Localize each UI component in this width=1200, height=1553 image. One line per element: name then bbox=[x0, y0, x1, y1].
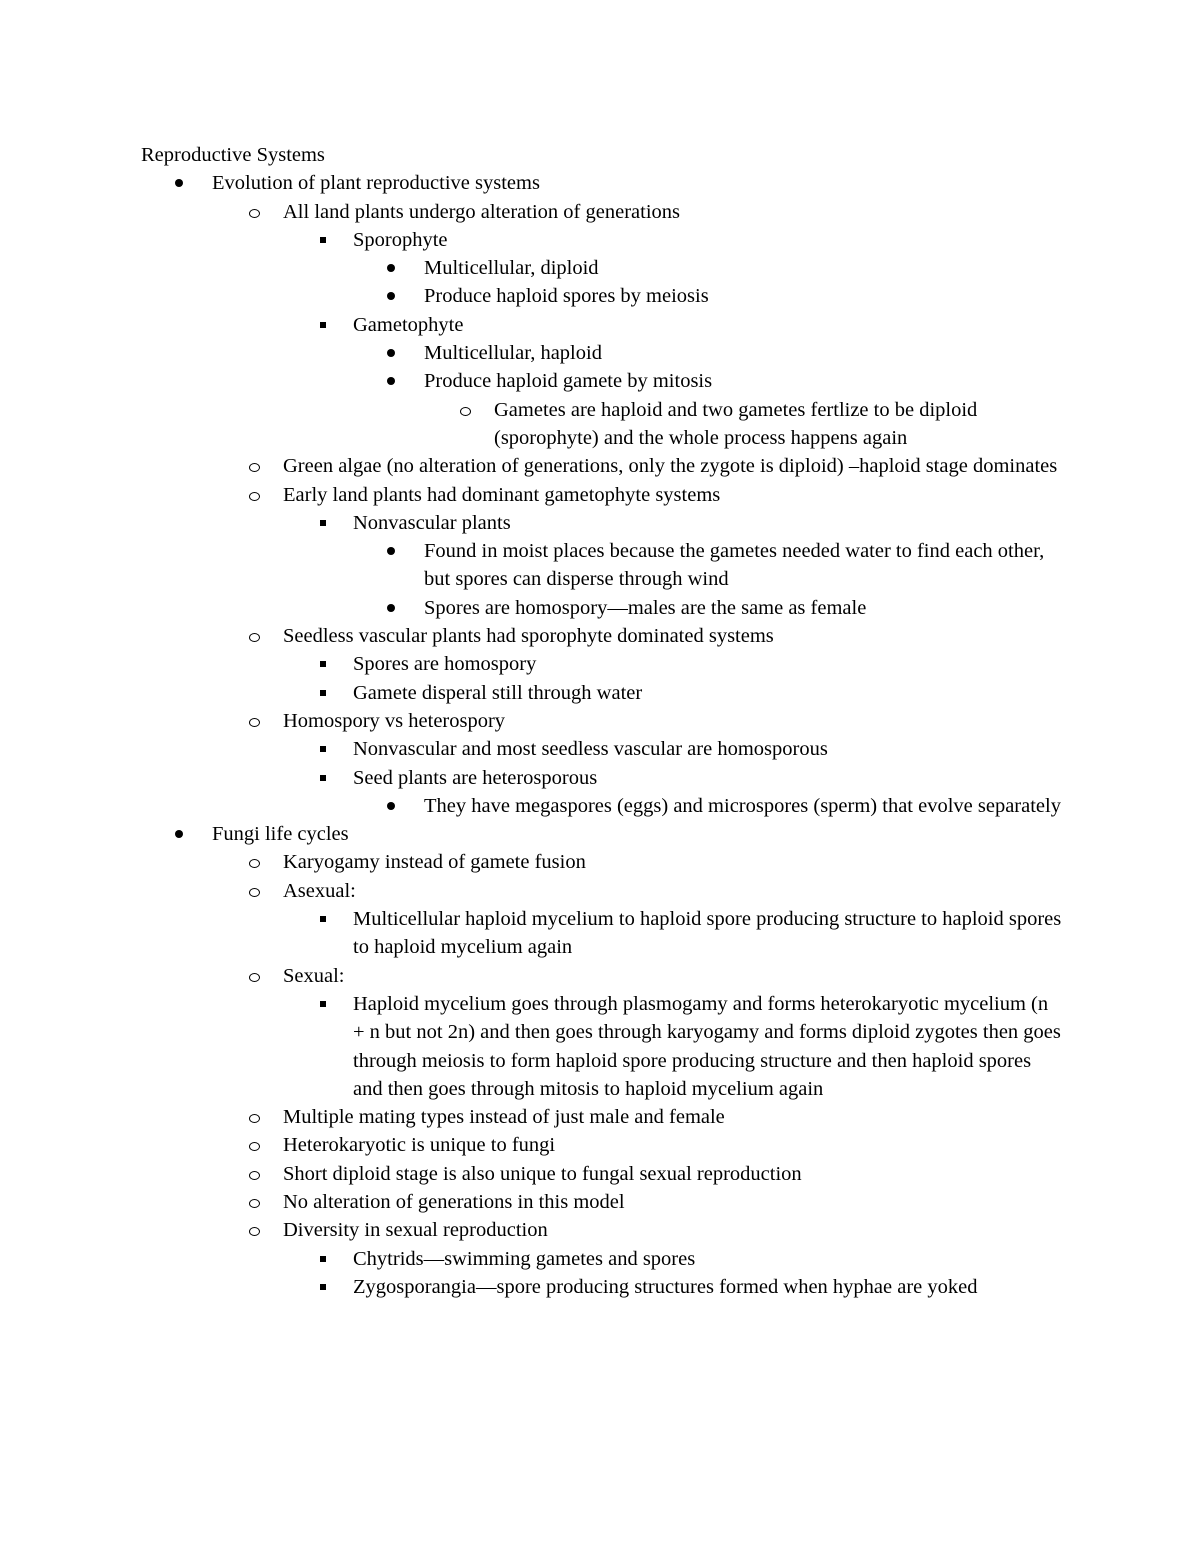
outline-item-text: Spores are homospory—males are the same as female bbox=[424, 596, 867, 619]
outline-item-text: Short diploid stage is also unique to fungal sexual reproduction bbox=[283, 1162, 802, 1185]
bullet-dot-icon bbox=[387, 292, 395, 300]
bullet-dot-icon bbox=[387, 349, 395, 357]
bullet-dot-icon bbox=[175, 830, 183, 838]
bullet-dot-icon bbox=[387, 377, 395, 385]
outline-item-level-2 bbox=[283, 1103, 1073, 1131]
outline-item-text: Early land plants had dominant gametophyte systems bbox=[283, 483, 721, 506]
outline-item-text: Multiple mating types instead of just male and female bbox=[283, 1106, 725, 1129]
outline-item-level-3 bbox=[353, 990, 1063, 1103]
outline-item-level-2 bbox=[283, 1131, 1073, 1159]
bullet-dot-icon bbox=[387, 802, 395, 810]
outline-item-level-3 bbox=[353, 650, 1063, 678]
outline-item-level-2 bbox=[283, 198, 1073, 226]
bullet-dot-icon bbox=[387, 604, 395, 612]
outline-item-text: Chytrids—swimming gametes and spores bbox=[353, 1247, 696, 1270]
outline-item-text: Gamete disperal still through water bbox=[353, 681, 643, 704]
bullet-circle-icon bbox=[249, 718, 260, 727]
outline-item-text: No alteration of generations in this model bbox=[283, 1190, 625, 1213]
outline-item-level-2 bbox=[283, 962, 1073, 990]
bullet-dot-icon bbox=[175, 179, 183, 187]
outline-item-text: Sexual: bbox=[283, 964, 345, 987]
outline-item-level-2 bbox=[283, 1216, 1073, 1244]
bullet-circle-icon bbox=[249, 463, 260, 472]
bullet-circle-icon bbox=[249, 633, 260, 642]
outline-item-text: Gametes are haploid and two gametes fertlize to be diploid (sporophyte) and the whole process happens again bbox=[494, 398, 978, 449]
outline-item-text: Homospory vs heterospory bbox=[283, 709, 506, 732]
outline-item-text: Haploid mycelium goes through plasmogamy and forms heterokaryotic mycelium (n + n but not 2n) and then goes through karyogamy and forms diploid zygotes then goes through meiosis to form haploid spore producing structure and then haploid spores and then goes through mitosis to haploid mycelium again bbox=[353, 992, 1061, 1100]
outline-item-level-2 bbox=[283, 707, 1073, 735]
outline-item-level-3 bbox=[353, 735, 1063, 763]
outline-item-text: Found in moist places because the gametes needed water to find each other, but spores can disperse through wind bbox=[424, 540, 1045, 591]
outline-item-level-4 bbox=[424, 339, 1064, 367]
outline-item-level-2 bbox=[283, 1160, 1073, 1188]
outline-item-level-4 bbox=[424, 367, 1064, 395]
outline-item-text: Nonvascular plants bbox=[353, 511, 511, 534]
outline-item-level-4 bbox=[424, 254, 1064, 282]
outline-item-level-3 bbox=[353, 679, 1063, 707]
outline-item-text: Diversity in sexual reproduction bbox=[283, 1219, 548, 1242]
bullet-dot-icon bbox=[387, 264, 395, 272]
outline-item-level-3 bbox=[353, 311, 1063, 339]
outline-item-text: Sporophyte bbox=[353, 228, 448, 251]
outline-item-text: Multicellular, haploid bbox=[424, 342, 602, 365]
bullet-square-icon bbox=[320, 1001, 326, 1007]
outline-list bbox=[0, 169, 1200, 1301]
bullet-circle-icon bbox=[460, 407, 471, 416]
bullet-square-icon bbox=[320, 916, 326, 922]
outline-item-level-2 bbox=[283, 481, 1073, 509]
outline-item-level-4 bbox=[424, 282, 1064, 310]
outline-item-level-4 bbox=[424, 792, 1064, 820]
outline-item-text: Fungi life cycles bbox=[212, 823, 349, 846]
outline-item-text: Nonvascular and most seedless vascular are homosporous bbox=[353, 738, 828, 761]
outline-item-text: Produce haploid spores by meiosis bbox=[424, 285, 709, 308]
outline-item-text: Gametophyte bbox=[353, 313, 464, 336]
outline-item-level-2 bbox=[283, 877, 1073, 905]
outline-item-level-2 bbox=[283, 848, 1073, 876]
bullet-circle-icon bbox=[249, 1114, 260, 1123]
outline-item-level-3 bbox=[353, 226, 1063, 254]
outline-item-text: Multicellular, diploid bbox=[424, 257, 599, 280]
outline-item-level-3 bbox=[353, 509, 1063, 537]
bullet-square-icon bbox=[320, 1284, 326, 1290]
outline-item-text: Evolution of plant reproductive systems bbox=[212, 172, 540, 195]
bullet-square-icon bbox=[320, 661, 326, 667]
bullet-square-icon bbox=[320, 746, 326, 752]
outline-item-level-1 bbox=[212, 169, 1072, 197]
outline-item-text: All land plants undergo alteration of generations bbox=[283, 200, 680, 223]
outline-item-level-3 bbox=[353, 1273, 1063, 1301]
bullet-square-icon bbox=[320, 775, 326, 781]
bullet-square-icon bbox=[320, 322, 326, 328]
bullet-circle-icon bbox=[249, 492, 260, 501]
bullet-dot-icon bbox=[387, 547, 395, 555]
bullet-circle-icon bbox=[249, 1227, 260, 1236]
outline-item-level-2 bbox=[283, 1188, 1073, 1216]
outline-item-text: Heterokaryotic is unique to fungi bbox=[283, 1134, 556, 1157]
outline-item-level-3 bbox=[353, 1245, 1063, 1273]
outline-item-level-1 bbox=[212, 820, 1072, 848]
outline-item-level-4 bbox=[424, 537, 1064, 594]
outline-item-text: Spores are homospory bbox=[353, 653, 537, 676]
outline-item-text: Produce haploid gamete by mitosis bbox=[424, 370, 713, 393]
outline-item-level-4 bbox=[424, 594, 1064, 622]
bullet-circle-icon bbox=[249, 1199, 260, 1208]
outline-item-text: Green algae (no alteration of generations, only the zygote is diploid) –haploid stage dominates bbox=[283, 455, 1058, 478]
outline-item-text: They have megaspores (eggs) and microspores (sperm) that evolve separately bbox=[424, 794, 1061, 817]
outline-item-text: Karyogamy instead of gamete fusion bbox=[283, 851, 586, 874]
bullet-circle-icon bbox=[249, 209, 260, 218]
bullet-circle-icon bbox=[249, 1142, 260, 1151]
outline-item-text: Seed plants are heterosporous bbox=[353, 766, 598, 789]
bullet-circle-icon bbox=[249, 1171, 260, 1180]
outline-item-text: Asexual: bbox=[283, 879, 356, 902]
bullet-circle-icon bbox=[249, 888, 260, 897]
bullet-square-icon bbox=[320, 237, 326, 243]
outline-item-level-3 bbox=[353, 905, 1063, 962]
outline-item-level-3 bbox=[353, 764, 1063, 792]
bullet-circle-icon bbox=[249, 973, 260, 982]
outline-item-level-2 bbox=[283, 622, 1073, 650]
outline-item-level-5 bbox=[494, 396, 1064, 453]
bullet-square-icon bbox=[320, 690, 326, 696]
outline-item-level-2 bbox=[283, 452, 1073, 480]
outline-item-text: Multicellular haploid mycelium to haploid spore producing structure to haploid spores to haploid mycelium again bbox=[353, 908, 1062, 959]
document-title: Reproductive Systems bbox=[141, 144, 325, 166]
bullet-circle-icon bbox=[249, 859, 260, 868]
bullet-square-icon bbox=[320, 520, 326, 526]
bullet-square-icon bbox=[320, 1256, 326, 1262]
outline-item-text: Zygosporangia—spore producing structures formed when hyphae are yoked bbox=[353, 1275, 978, 1298]
outline-item-text: Seedless vascular plants had sporophyte dominated systems bbox=[283, 625, 774, 648]
